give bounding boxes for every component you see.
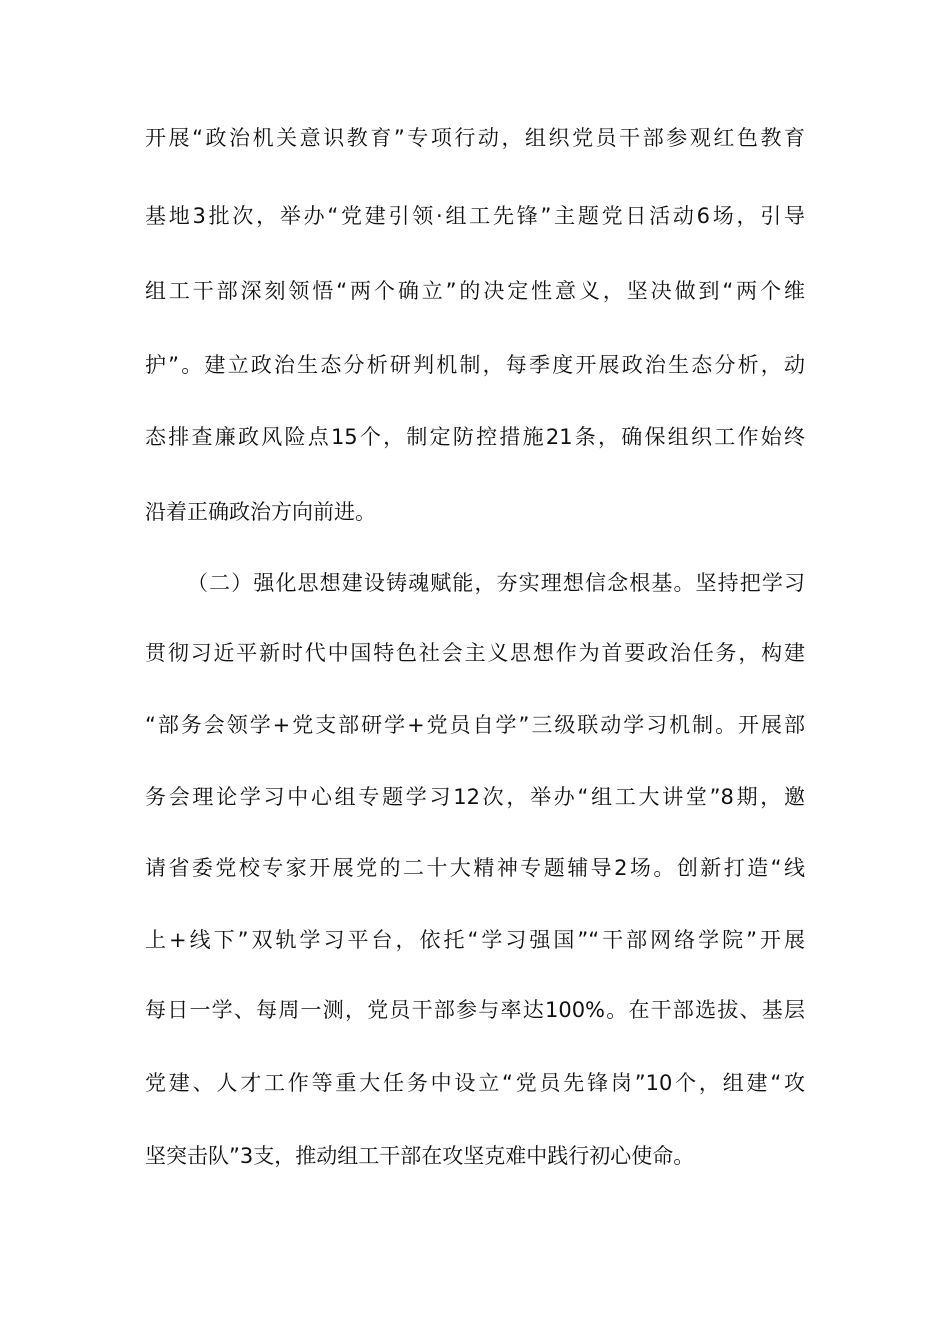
text-line: 贯彻习近平新时代中国特色社会主义思想作为首要政治任务，构建: [145, 641, 805, 665]
text-line: 基地3批次，举办“党建引领·组工先锋”主题党日活动6场，引导: [145, 204, 805, 228]
text-line: （二）强化思想建设铸魂赋能，夯实理想信念根基。坚持把学习: [187, 571, 805, 595]
text-line: 开展“政治机关意识教育”专项行动，组织党员干部参观红色教育: [145, 126, 805, 150]
text-line: 请省委党校专家开展党的二十大精神专题辅导2场。创新打造“线: [145, 856, 805, 880]
text-line: 护”。建立政治生态分析研判机制，每季度开展政治生态分析，动: [145, 353, 805, 377]
text-line: 务会理论学习中心组专题学习12次，举办“组工大讲堂”8期，邀: [145, 785, 805, 809]
text-line: 沿着正确政治方向前进。: [145, 500, 376, 524]
text-line: 党建、人才工作等重大任务中设立“党员先锋岗”10个，组建“攻: [145, 1071, 805, 1095]
text-line: 上+线下”双轨学习平台，依托“学习强国”“干部网络学院”开展: [145, 928, 805, 952]
text-line: 组工干部深刻领悟“两个确立”的决定性意义，坚决做到“两个维: [145, 279, 805, 303]
text-line: 每日一学、每周一测，党员干部参与率达100%。在干部选拔、基层: [145, 998, 805, 1022]
text-line: 态排查廉政风险点15个，制定防控措施21条，确保组织工作始终: [145, 425, 805, 449]
text-line: 坚突击队”3支，推动组工干部在攻坚克难中践行初心使命。: [145, 1144, 695, 1168]
text-line: “部务会领学+党支部研学+党员自学”三级联动学习机制。开展部: [145, 713, 805, 737]
